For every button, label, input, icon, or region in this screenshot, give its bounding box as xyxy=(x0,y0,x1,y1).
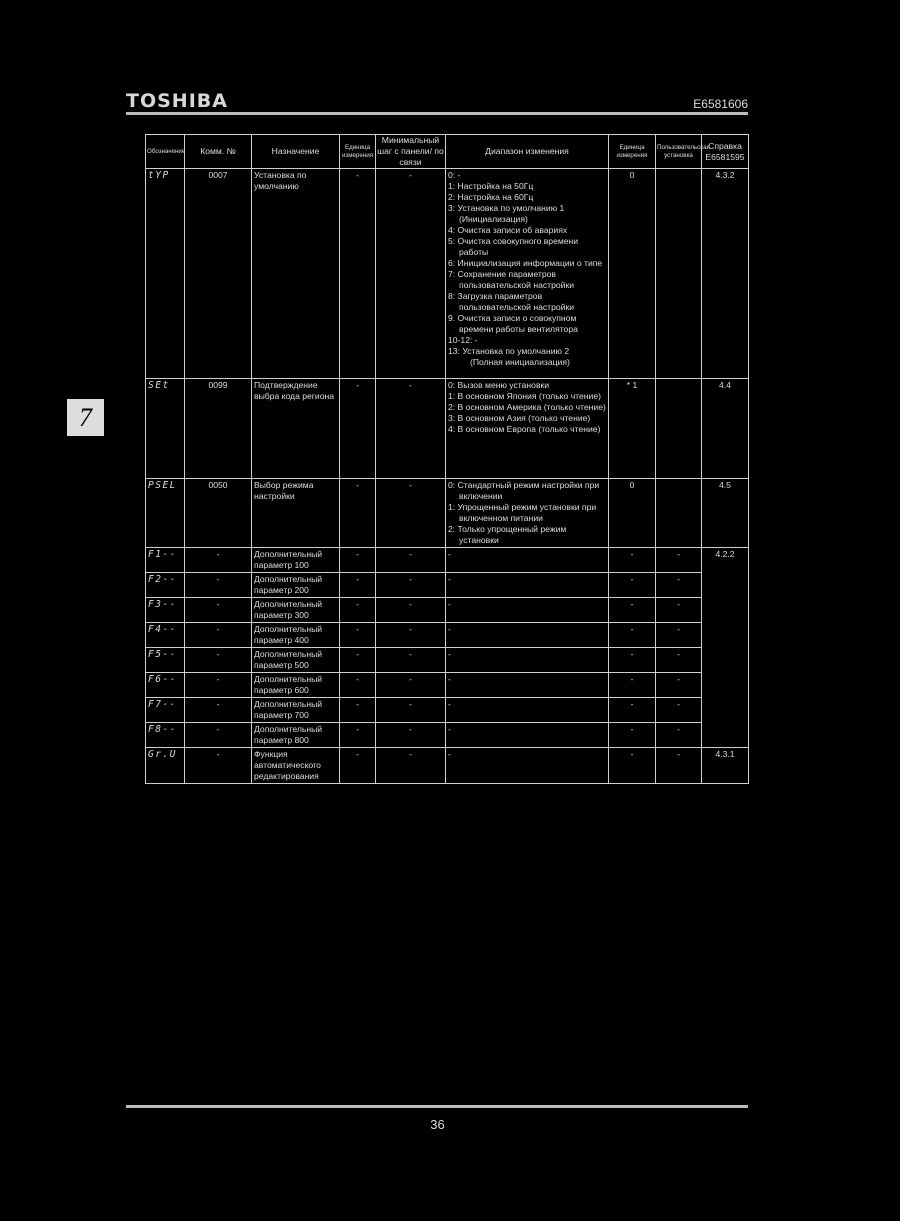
unit-value: - xyxy=(340,673,376,698)
comm-number: 0007 xyxy=(185,169,252,379)
range-option: - xyxy=(448,549,451,559)
reference-value: 4.3.1 xyxy=(702,748,749,784)
unit-value: - xyxy=(340,648,376,673)
function-name: Дополнительный параметр 700 xyxy=(252,698,340,723)
table-row xyxy=(146,723,749,748)
unit-value: - xyxy=(340,698,376,723)
unit-value: - xyxy=(340,548,376,573)
default-value: - xyxy=(609,748,656,784)
table-row xyxy=(146,748,749,784)
parameter-code: F3-- xyxy=(146,598,185,623)
default-value: * 1 xyxy=(609,379,656,479)
user-setting-value: - xyxy=(656,648,702,673)
user-setting-value: - xyxy=(656,698,702,723)
range-cell xyxy=(446,479,609,548)
default-value: 0 xyxy=(609,479,656,548)
table-row xyxy=(146,698,749,723)
range-cell xyxy=(446,548,609,573)
comm-number: 0099 xyxy=(185,379,252,479)
document-number: E6581606 xyxy=(693,97,748,111)
unit-value: - xyxy=(340,573,376,598)
function-name: Дополнительный параметр 200 xyxy=(252,573,340,598)
function-name: Дополнительный параметр 300 xyxy=(252,598,340,623)
range-option: 13: Установка по умолчанию 2 xyxy=(448,346,570,356)
range-cell xyxy=(446,723,609,748)
range-cell xyxy=(446,623,609,648)
unit-value: - xyxy=(340,598,376,623)
parameter-code: F2-- xyxy=(146,573,185,598)
range-option: 2: Только упрощенный режим установки xyxy=(448,524,567,545)
page-number: 36 xyxy=(430,1117,445,1132)
default-value: - xyxy=(609,648,656,673)
col-header-reference: Справка E6581595 xyxy=(702,135,749,169)
min-step-value: - xyxy=(376,169,446,379)
min-step-value: - xyxy=(376,748,446,784)
parameter-code: F5-- xyxy=(146,648,185,673)
reference-value: 4.3.2 xyxy=(702,169,749,379)
range-cell xyxy=(446,598,609,623)
user-setting-value xyxy=(656,379,702,479)
header-rule xyxy=(126,112,748,115)
range-option: 6: Инициализация информации о типе xyxy=(448,258,603,268)
parameter-code: F6-- xyxy=(146,673,185,698)
user-setting-value xyxy=(656,169,702,379)
parameter-code: Gr.U xyxy=(146,748,185,784)
unit-value: - xyxy=(340,169,376,379)
user-setting-value: - xyxy=(656,548,702,573)
parameter-code: F1-- xyxy=(146,548,185,573)
table-row xyxy=(146,169,749,379)
comm-number: - xyxy=(185,673,252,698)
range-option: - xyxy=(448,649,451,659)
col-header-default: Единица измерения xyxy=(609,135,656,169)
range-cell xyxy=(446,648,609,673)
table-row xyxy=(146,548,749,573)
col-header-unit: Единица измерения xyxy=(340,135,376,169)
min-step-value: - xyxy=(376,379,446,479)
default-value: - xyxy=(609,673,656,698)
col-header-min-step: Минимальный шаг с панели/ по связи xyxy=(377,135,444,167)
range-cell xyxy=(446,573,609,598)
default-value: - xyxy=(609,598,656,623)
function-name: Функция автоматического редактирования xyxy=(252,748,340,784)
range-option: 4: Очистка записи об авариях xyxy=(448,225,568,235)
user-setting-value xyxy=(656,479,702,548)
unit-value: - xyxy=(340,379,376,479)
function-name: Выбор режима настройки xyxy=(252,479,340,548)
range-option: - xyxy=(448,574,451,584)
table-row xyxy=(146,479,749,548)
comm-number: - xyxy=(185,723,252,748)
table-row xyxy=(146,379,749,479)
parameter-code: F8-- xyxy=(146,723,185,748)
table-row xyxy=(146,648,749,673)
parameter-code: F7-- xyxy=(146,698,185,723)
user-setting-value: - xyxy=(656,723,702,748)
reference-value: 4.2.2 xyxy=(702,548,749,748)
parameter-table xyxy=(145,134,749,784)
range-option: 2: Настройка на 60Гц xyxy=(448,192,534,202)
chapter-tab: 7 xyxy=(67,399,104,436)
default-value: 0 xyxy=(609,169,656,379)
unit-value: - xyxy=(340,479,376,548)
range-option: 1: В основном Япония (только чтение) xyxy=(448,391,601,401)
range-cell xyxy=(446,169,609,379)
footer-rule xyxy=(126,1105,748,1108)
range-option: 4: В основном Европа (только чтение) xyxy=(448,424,601,434)
range-option: - xyxy=(448,749,451,759)
comm-number: - xyxy=(185,548,252,573)
min-step-value: - xyxy=(376,648,446,673)
range-option: 3: Установка по умолчанию 1 (Инициализация) xyxy=(448,203,565,224)
parameter-code: SEt xyxy=(146,379,185,479)
reference-value: 4.4 xyxy=(702,379,749,479)
range-option: 10-12: - xyxy=(448,335,478,345)
function-name: Подтверждение выбра кода региона xyxy=(252,379,340,479)
range-option: 7: Сохранение параметров пользовательской настройки xyxy=(448,269,575,290)
range-option: 0: Стандартный режим настройки при включении xyxy=(448,480,600,501)
range-option: 1: Настройка на 50Гц xyxy=(448,181,534,191)
function-name: Установка по умолчанию xyxy=(252,169,340,379)
user-setting-value: - xyxy=(656,598,702,623)
col-header-code: Обозначение xyxy=(146,135,185,169)
range-option: 5: Очистка совокупного времени работы xyxy=(448,236,579,257)
table-row xyxy=(146,623,749,648)
range-option: 0: - xyxy=(448,170,461,180)
comm-number: - xyxy=(185,623,252,648)
user-setting-value: - xyxy=(656,573,702,598)
function-name: Дополнительный параметр 400 xyxy=(252,623,340,648)
user-setting-value: - xyxy=(656,623,702,648)
unit-value: - xyxy=(340,623,376,648)
comm-number: - xyxy=(185,648,252,673)
default-value: - xyxy=(609,623,656,648)
user-setting-value: - xyxy=(656,673,702,698)
range-option: 9. Очистка записи о совокупном времени работы вентилятора xyxy=(448,313,578,334)
comm-number: - xyxy=(185,573,252,598)
range-option: - xyxy=(448,624,451,634)
comm-number: 0050 xyxy=(185,479,252,548)
function-name: Дополнительный параметр 100 xyxy=(252,548,340,573)
default-value: - xyxy=(609,723,656,748)
range-option: - xyxy=(448,699,451,709)
col-header-comm-no: Комм. № xyxy=(185,135,252,169)
min-step-value: - xyxy=(376,698,446,723)
comm-number: - xyxy=(185,748,252,784)
range-cell xyxy=(446,698,609,723)
function-name: Дополнительный параметр 800 xyxy=(252,723,340,748)
range-option: - xyxy=(448,724,451,734)
range-option: - xyxy=(448,674,451,684)
range-cell xyxy=(446,673,609,698)
col-header-function: Назначение xyxy=(252,135,340,169)
unit-value: - xyxy=(340,723,376,748)
unit-value: - xyxy=(340,748,376,784)
col-header-user-setting: Пользовательская установка xyxy=(656,135,702,169)
range-option: - xyxy=(448,599,451,609)
default-value: - xyxy=(609,698,656,723)
range-option: 2: В основном Америка (только чтение) xyxy=(448,402,606,412)
parameter-code: tYP xyxy=(146,169,185,379)
parameter-code: PSEL xyxy=(146,479,185,548)
default-value: - xyxy=(609,548,656,573)
min-step-value: - xyxy=(376,723,446,748)
range-option: (Полная инициализация) xyxy=(470,357,570,367)
function-name: Дополнительный параметр 600 xyxy=(252,673,340,698)
parameter-code: F4-- xyxy=(146,623,185,648)
comm-number: - xyxy=(185,598,252,623)
min-step-value: - xyxy=(376,548,446,573)
user-setting-value: - xyxy=(656,748,702,784)
table-row xyxy=(146,673,749,698)
min-step-value: - xyxy=(376,573,446,598)
range-option: 3: В основном Азия (только чтение) xyxy=(448,413,591,423)
min-step-value: - xyxy=(376,623,446,648)
table-header-row xyxy=(146,135,749,169)
range-option: 1: Упрощенный режим установки при включенном питании xyxy=(448,502,597,523)
range-cell xyxy=(446,748,609,784)
default-value: - xyxy=(609,573,656,598)
reference-value: 4.5 xyxy=(702,479,749,548)
range-cell xyxy=(446,379,609,479)
brand-logo: TOSHIBA xyxy=(126,90,228,112)
table-row xyxy=(146,573,749,598)
range-option: 8: Загрузка параметров пользовательской настройки xyxy=(448,291,575,312)
range-option: 0: Вызов меню установки xyxy=(448,380,550,390)
function-name: Дополнительный параметр 500 xyxy=(252,648,340,673)
min-step-value: - xyxy=(376,673,446,698)
table-row xyxy=(146,598,749,623)
min-step-value: - xyxy=(376,598,446,623)
min-step-value: - xyxy=(376,479,446,548)
col-header-range: Диапазон изменения xyxy=(446,135,609,169)
comm-number: - xyxy=(185,698,252,723)
